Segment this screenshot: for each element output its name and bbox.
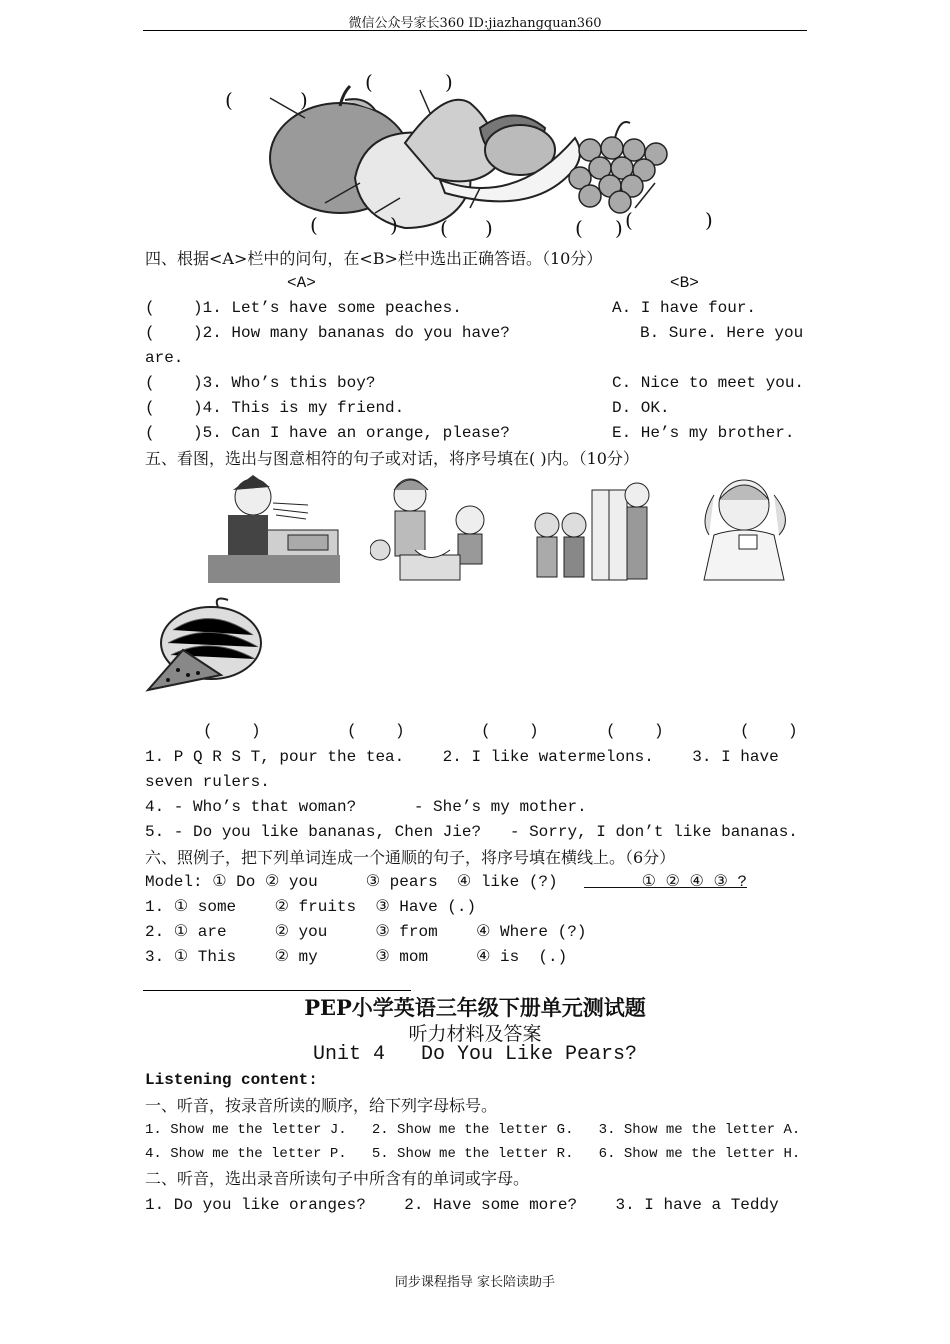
bracket: ) bbox=[300, 88, 308, 112]
section-divider bbox=[143, 990, 411, 991]
picture-blank-5[interactable]: ( ) bbox=[740, 722, 798, 740]
answer-E: E. He’s my brother. bbox=[612, 424, 795, 442]
bracket: ) bbox=[485, 216, 493, 240]
page-footer: 同步课程指导 家长陪读助手 bbox=[394, 1275, 556, 1290]
question-2: ( )2. How many bananas do you have? bbox=[145, 324, 510, 342]
model-sentence: Model: ① Do ② you ③ pears ④ like (?) bbox=[145, 873, 558, 891]
bracket: ) bbox=[445, 70, 453, 94]
picture-woman-door bbox=[532, 475, 656, 583]
answers-subtitle: 听力材料及答案 bbox=[408, 1023, 542, 1045]
question-3: ( )3. Who’s this boy? bbox=[145, 374, 376, 392]
answer-B: B. Sure. Here you bbox=[640, 324, 804, 342]
bracket: ) bbox=[615, 216, 623, 240]
bracket: ( bbox=[575, 216, 583, 240]
picture-blank-2[interactable]: ( ) bbox=[347, 722, 405, 740]
bracket: ( bbox=[365, 70, 373, 94]
answer-D: D. OK. bbox=[612, 399, 670, 417]
bracket: ( bbox=[440, 216, 448, 240]
page-header: 微信公众号家长360 ID:jiazhangquan360 bbox=[348, 16, 602, 31]
bracket: ) bbox=[705, 208, 713, 232]
question-1: ( )1. Let’s have some peaches. bbox=[145, 299, 462, 317]
listening-label: Listening content: bbox=[145, 1071, 318, 1089]
listening-part1-line: 4. Show me the letter P. 5. Show me the letter R. 6. Show me the letter H. bbox=[145, 1146, 801, 1162]
picture-blank-4[interactable]: ( ) bbox=[606, 722, 664, 740]
column-a-label: <A> bbox=[287, 274, 316, 292]
unit-title: Unit 4 Do You Like Pears? bbox=[312, 1043, 638, 1066]
question-4: ( )4. This is my friend. bbox=[145, 399, 405, 417]
ordering-item: 1. ① some ② fruits ③ Have (.) bbox=[145, 898, 477, 916]
bracket: ) bbox=[390, 213, 398, 237]
fruits-drawing bbox=[215, 68, 725, 243]
bracket: ( bbox=[625, 208, 633, 232]
ordering-item: 3. ① This ② my ③ mom ④ is (.) bbox=[145, 948, 568, 966]
picture-boy-rulers bbox=[208, 475, 340, 583]
column-b-label: <B> bbox=[670, 274, 699, 292]
section4-title: 四、根据<A>栏中的问句，在<B>栏中选出正确答语。（10分） bbox=[145, 249, 603, 268]
answer-A: A. I have four. bbox=[612, 299, 757, 317]
picture-girl-tea bbox=[684, 475, 808, 583]
listening-part2-title: 二、听音，选出录音所读句子中所含有的单词或字母。 bbox=[145, 1169, 530, 1188]
sentence-line: 1. P Q R S T, pour the tea. 2. I like watermelons. 3. I have bbox=[145, 748, 779, 766]
sentence-line: 4. - Who’s that woman? - She’s my mother. bbox=[145, 798, 587, 816]
listening-part1-title: 一、听音，按录音所读的顺序，给下列字母标号。 bbox=[145, 1096, 498, 1115]
section5-title: 五、看图，选出与图意相符的句子或对话，将序号填在( )内。（10分） bbox=[145, 449, 639, 468]
picture-family-bananas bbox=[370, 475, 500, 583]
answer-B-continued: are. bbox=[145, 349, 184, 367]
fruit-illustration bbox=[215, 68, 725, 243]
section6-title: 六、照例子，把下列单词连成一个通顺的句子，将序号填在横线上。（6分） bbox=[145, 848, 676, 867]
question-5: ( )5. Can I have an orange, please? bbox=[145, 424, 510, 442]
sentence-line: seven rulers. bbox=[145, 773, 270, 791]
answer-C: C. Nice to meet you. bbox=[612, 374, 805, 392]
sentence-line: 5. - Do you like bananas, Chen Jie? - Sorry, I don’t like bananas. bbox=[145, 823, 798, 841]
bracket: ( bbox=[310, 213, 318, 237]
header-rule bbox=[143, 30, 807, 31]
grapes-icon bbox=[569, 137, 667, 213]
model-answer: ① ② ④ ③ ? bbox=[584, 873, 747, 891]
picture-blank-1[interactable]: ( ) bbox=[203, 722, 261, 740]
answers-title: PEP小学英语三年级下册单元测试题 bbox=[304, 995, 646, 1020]
picture-watermelon bbox=[143, 595, 265, 703]
picture-blank-3[interactable]: ( ) bbox=[481, 722, 539, 740]
ordering-item: 2. ① are ② you ③ from ④ Where (?) bbox=[145, 923, 587, 941]
listening-part1-line: 1. Show me the letter J. 2. Show me the letter G. 3. Show me the letter A. bbox=[145, 1122, 801, 1138]
listening-part2-line: 1. Do you like oranges? 2. Have some more? 3. I have a Teddy bbox=[145, 1196, 779, 1214]
bracket: ( bbox=[225, 88, 233, 112]
